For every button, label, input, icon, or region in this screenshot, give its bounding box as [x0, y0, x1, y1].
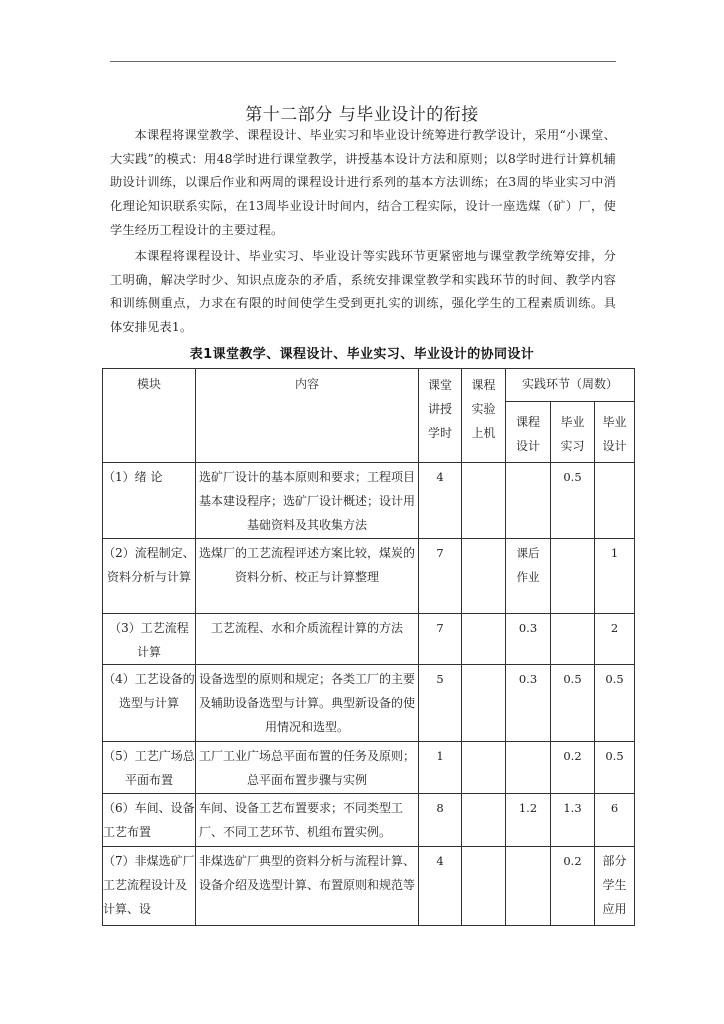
header-internship: 毕业实习 — [551, 402, 595, 463]
table-row — [103, 665, 635, 742]
cell-internship: 0.5 — [551, 463, 595, 539]
cell-internship — [551, 539, 595, 614]
cell-lab-hours — [462, 614, 506, 665]
cell-course-design — [506, 847, 551, 926]
cell-content: 非煤选矿厂典型的资料分析与流程计算、设备介绍及选型计算、布置原则和规范等 — [196, 847, 419, 926]
cell-course-design: 1.2 — [506, 794, 551, 847]
cell-course-design: 课后作业 — [506, 539, 551, 614]
cell-lab-hours — [462, 539, 506, 614]
cell-lab-hours — [462, 463, 506, 539]
table-row — [103, 539, 635, 614]
table-row — [103, 847, 635, 926]
cell-lecture-hours: 5 — [419, 665, 462, 742]
cell-module: （4）工艺设备的选型与计算 — [103, 665, 196, 742]
cell-lecture-hours: 4 — [419, 847, 462, 926]
section-title: 第十二部分 与毕业设计的衔接 — [245, 105, 479, 125]
cell-course-design: 0.3 — [506, 665, 551, 742]
cell-lecture-hours: 7 — [419, 539, 462, 614]
cell-internship: 0.2 — [551, 847, 595, 926]
cell-lecture-hours: 4 — [419, 463, 462, 539]
cell-module: （7）非煤选矿厂工艺流程设计及计算、设 — [103, 847, 196, 926]
cell-lab-hours — [462, 794, 506, 847]
header-course-design: 课程设计 — [506, 402, 551, 463]
cell-lecture-hours: 7 — [419, 614, 462, 665]
cell-module: （3）工艺流程计算 — [103, 614, 196, 665]
table-row — [103, 463, 635, 539]
cell-lecture-hours: 1 — [419, 742, 462, 794]
cell-module: （6）车间、设备工艺布置 — [103, 794, 196, 847]
cell-course-design — [506, 463, 551, 539]
cell-module: （2）流程制定、资料分析与计算 — [103, 539, 196, 614]
cell-graduation-design: 部分学生应用 — [595, 847, 635, 926]
cell-lab-hours — [462, 665, 506, 742]
cell-content: 工艺流程、水和介质流程计算的方法 — [196, 614, 419, 665]
header-row-1 — [103, 369, 635, 402]
cell-lab-hours — [462, 847, 506, 926]
cell-internship: 0.5 — [551, 665, 595, 742]
header-rule — [110, 61, 616, 62]
header-lecture-hours: 课堂讲授学时 — [419, 369, 462, 463]
table-caption: 表1课堂教学、课程设计、毕业实习、毕业设计的协同设计 — [189, 347, 535, 362]
cell-content: 选煤厂的工艺流程评述方案比较，煤炭的资料分析、校正与计算整理 — [196, 539, 419, 614]
header-module: 模块 — [103, 369, 196, 463]
cell-graduation-design: 0.5 — [595, 742, 635, 794]
coordination-table — [102, 368, 635, 926]
cell-content: 选矿厂设计的基本原则和要求；工程项目基本建设程序；选矿厂设计概述；设计用基础资料及其收集方法 — [196, 463, 419, 539]
table-row — [103, 614, 635, 665]
paragraph-2: 本课程将课程设计、毕业实习、毕业设计等实践环节更紧密地与课堂教学统筹安排，分工明确，解决学时少、知识点庞杂的矛盾，系统安排课堂教学和实践环节的时间、教学内容和训练侧重点，力求在有限的时间使学生受到更扎实的训练，强化学生的工程素质训练。具体安排见表1。 — [110, 249, 616, 335]
cell-internship: 0.2 — [551, 742, 595, 794]
header-graduation-design: 毕业设计 — [595, 402, 635, 463]
cell-course-design: 0.3 — [506, 614, 551, 665]
cell-lecture-hours: 8 — [419, 794, 462, 847]
cell-content: 工厂工业广场总平面布置的任务及原则；总平面布置步骤与实例 — [196, 742, 419, 794]
cell-internship: 1.3 — [551, 794, 595, 847]
paragraph-1: 本课程将课堂教学、课程设计、毕业实习和毕业设计统筹进行教学设计，采用“小课堂、大实践”的模式：用48学时进行课堂教学，讲授基本设计方法和原则；以8学时进行计算机辅助设计训练，以课后作业和两周的课程设计进行系列的基本方法训练；在3周的毕业实习中消化理论知识联系实际，在13周毕业设计时间内，结合工程实际，设计一座选煤（矿）厂，使学生经历工程设计的主要过程。 — [110, 128, 616, 237]
cell-graduation-design: 0.5 — [595, 665, 635, 742]
header-lab-hours: 课程实验上机 — [462, 369, 506, 463]
cell-internship — [551, 614, 595, 665]
cell-graduation-design — [595, 463, 635, 539]
cell-content: 车间、设备工艺布置要求；不同类型工厂、不同工艺环节、机组布置实例。 — [196, 794, 419, 847]
table-row — [103, 742, 635, 794]
cell-graduation-design: 2 — [595, 614, 635, 665]
table-row — [103, 794, 635, 847]
cell-graduation-design: 1 — [595, 539, 635, 614]
cell-course-design — [506, 742, 551, 794]
header-content: 内容 — [196, 369, 419, 463]
header-practice-group: 实践环节（周数） — [506, 369, 635, 402]
cell-module: （5）工艺广场总平面布置 — [103, 742, 196, 794]
cell-module: （1）绪 论 — [103, 463, 196, 539]
cell-graduation-design: 6 — [595, 794, 635, 847]
cell-lab-hours — [462, 742, 506, 794]
cell-content: 设备选型的原则和规定；各类工厂的主要及辅助设备选型与计算。典型新设备的使用情况和选型。 — [196, 665, 419, 742]
